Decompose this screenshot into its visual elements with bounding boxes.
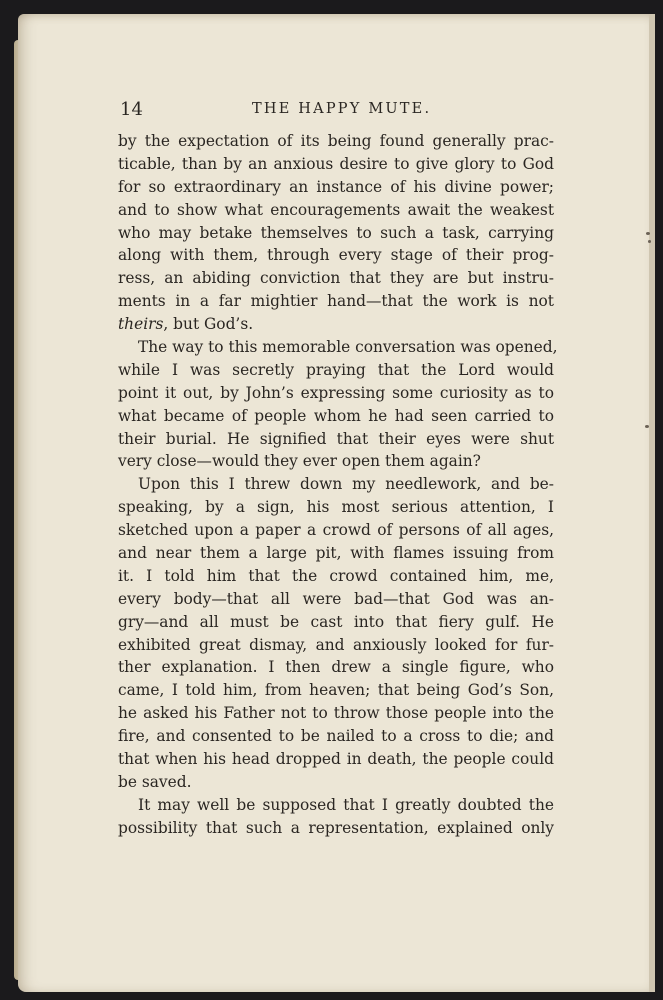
text-line: their burial. He signified that their eyes were shut — [118, 429, 554, 448]
text-line: came, I told him, from heaven; that being God’s Son, — [118, 681, 554, 700]
paragraph — [118, 130, 554, 336]
text-line: it. I told him that the crowd contained him, me, — [118, 566, 554, 585]
text-line: exhibited great dismay, and anxiously looked for fur- — [118, 635, 554, 654]
running-header — [120, 99, 540, 123]
text-line: while I was secretly praying that the Lord would — [118, 360, 554, 379]
text-line: and to show what encouragements await the weakest — [118, 200, 554, 219]
page-right-edge — [649, 14, 655, 992]
text-line: fire, and consented to be nailed to a cross to die; and — [118, 727, 554, 746]
body-text — [118, 130, 558, 840]
text-line: who may betake themselves to such a task, carrying — [118, 223, 554, 242]
page-number: 14 — [120, 99, 143, 120]
text-line: he asked his Father not to throw those people into the — [118, 704, 554, 723]
text-line: sketched upon a paper a crowd of persons of all ages, — [118, 521, 554, 540]
text-line: speaking, by a sign, his most serious attention, I — [118, 498, 554, 517]
text-line: The way to this memorable conversation was opened, — [138, 338, 558, 357]
text-line: point it out, by John’s expressing some curiosity as to — [118, 383, 554, 402]
text-line: theirs, but God’s. — [118, 315, 254, 334]
text-line: ther explanation. I then drew a single figure, who — [118, 658, 554, 677]
text-line: and near them a large pit, with flames issuing from — [118, 544, 554, 563]
text-line: ments in a far mightier hand—that the work is not — [118, 292, 554, 311]
text-line: by the expectation of its being found generally prac- — [118, 132, 554, 150]
text-line: along with them, through every stage of their prog- — [118, 246, 554, 265]
paragraph — [118, 473, 554, 793]
text-line: It may well be supposed that I greatly doubted the — [138, 795, 554, 814]
text-line: Upon this I threw down my needlework, and be- — [138, 475, 554, 494]
text-line: every body—that all were bad—that God was an- — [118, 589, 554, 608]
paragraph — [118, 336, 558, 473]
text-line: ticable, than by an anxious desire to give glory to God — [118, 154, 554, 173]
text-line: very close—would they ever open them again? — [118, 452, 481, 471]
text-line: what became of people whom he had seen carried to — [118, 406, 554, 425]
text-line: that when his head dropped in death, the people could — [118, 750, 554, 769]
running-title: THE HAPPY MUTE. — [252, 101, 432, 117]
paper-blemish — [646, 232, 650, 235]
text-line: for so extraordinary an instance of his divine power; — [118, 177, 554, 196]
paper-blemish — [645, 425, 649, 428]
text-line: be saved. — [118, 772, 192, 791]
text-line: gry—and all must be cast into that fiery gulf. He — [118, 612, 554, 631]
paper-blemish — [648, 240, 651, 243]
paragraph — [118, 794, 554, 840]
emphasis: theirs — [118, 315, 164, 334]
text-line: possibility that such a representation, explained only — [118, 818, 554, 837]
text-line: ress, an abiding conviction that they are but instru- — [118, 269, 554, 288]
